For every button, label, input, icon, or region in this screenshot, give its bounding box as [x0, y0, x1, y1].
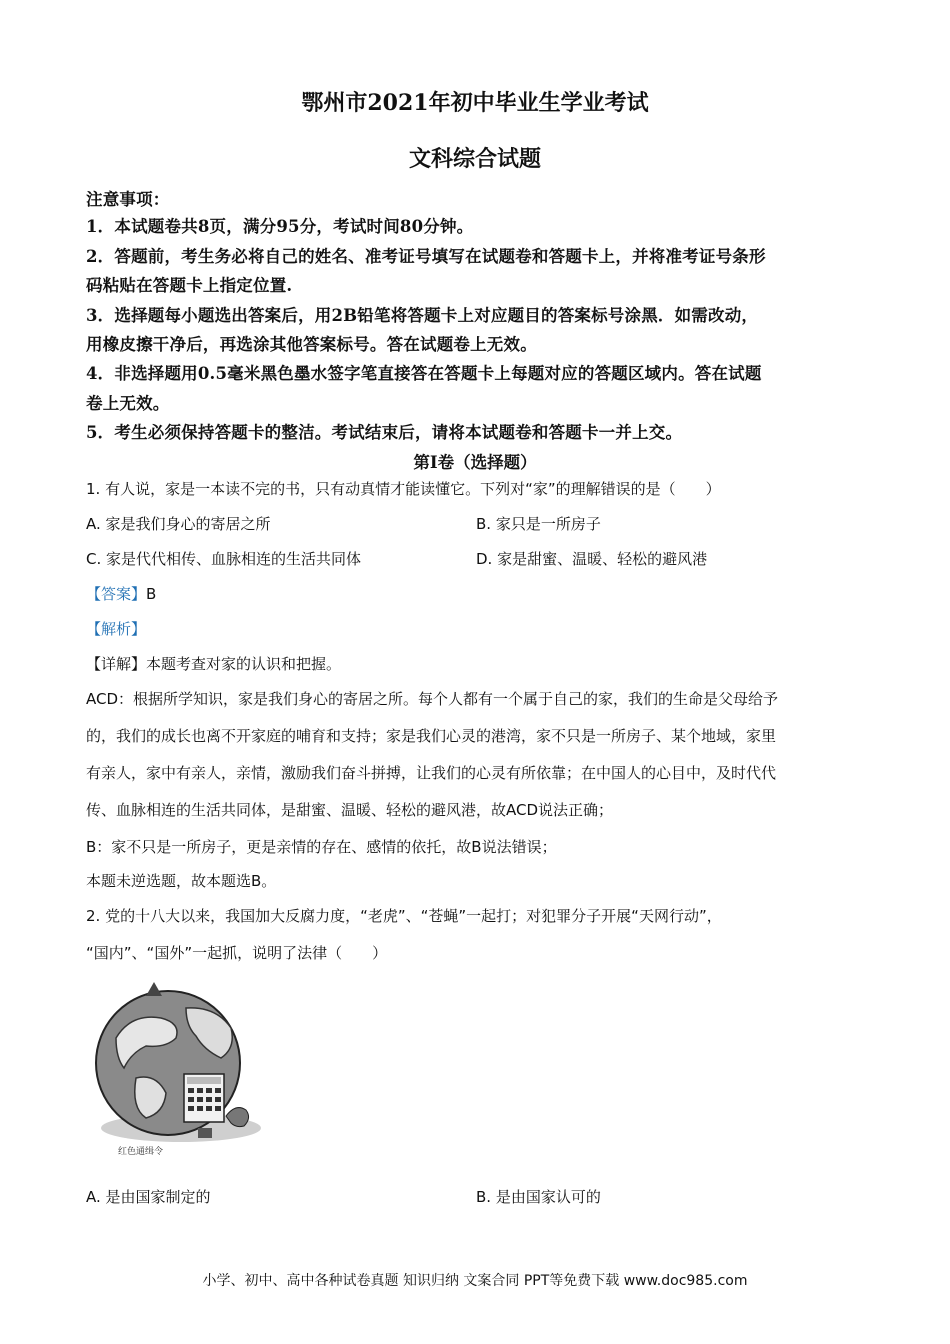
analysis-tag: 【解析】 — [86, 620, 147, 638]
note-line: 4．非选择题用0.5毫米黑色墨水签字笔直接答在答题卡上每题对应的答题区域内。答在试题 — [86, 364, 762, 383]
q1-option-a: A. 家是我们身心的寄居之所 — [86, 515, 271, 533]
note-line: 2．答题前，考生务必将自己的姓名、准考证号填写在试题卷和答题卡上，并将准考证号条形 — [86, 247, 766, 266]
answer-value: B — [146, 585, 157, 603]
q1-explain-line: 的，我们的成长也离不开家庭的哺育和支持；家是我们心灵的港湾，家不只是一所房子、某个地域，家里 — [86, 727, 777, 745]
q1-explain-line: ACD：根据所学知识，家是我们身心的寄居之所。每个人都有一个属于自己的家，我们的生命是父母给予 — [86, 690, 779, 708]
q1-option-c: C. 家是代代相传、血脉相连的生活共同体 — [86, 550, 362, 568]
page-title: 鄂州市2021年初中毕业生学业考试 — [301, 90, 649, 116]
q1-explain-line: 有亲人，家中有亲人，亲情，激励我们奋斗拼搏，让我们的心灵有所依靠；在中国人的心目中，及时代代 — [86, 764, 777, 782]
question-1-stem: 1. 有人说，家是一本读不完的书，只有动真情才能读懂它。下列对“家”的理解错误的是（ ） — [86, 480, 721, 498]
question-2-stem: “国内”、“国外”一起抓，说明了法律（ ） — [86, 944, 388, 962]
q1-answer — [86, 583, 156, 604]
footer-text: 小学、初中、高中各种试卷真题 知识归纳 文案合同 PPT等免费下载 www.doc985.com — [202, 1273, 748, 1289]
q1-option-b: B. 家只是一所房子 — [476, 515, 601, 533]
globe-illustration — [86, 978, 266, 1158]
note-line: 3．选择题每小题选出答案后，用2B铅笔将答题卡上对应题目的答案标号涂黑．如需改动， — [86, 306, 759, 325]
note-line: 1．本试题卷共8页，满分95分，考试时间80分钟。 — [86, 217, 474, 236]
question-2-stem: 2. 党的十八大以来，我国加大反腐力度，“老虎”、“苍蝇”一起打；对犯罪分子开展“天网行动”， — [86, 907, 722, 925]
q1-explain-line: 本题未逆选题，故本题选B。 — [86, 872, 277, 890]
answer-tag: 【答案】 — [86, 585, 147, 603]
q1-option-d: D. 家是甜蜜、温暖、轻松的避风港 — [476, 550, 708, 568]
q1-explain-line: B：家不只是一所房子，更是亲情的存在、感情的依托，故B说法错误； — [86, 838, 557, 856]
q2-option-a: A. 是由国家制定的 — [86, 1188, 211, 1206]
note-line: 码粘贴在答题卡上指定位置. — [86, 276, 293, 295]
q2-option-b: B. 是由国家认可的 — [476, 1188, 601, 1206]
section-title: 第Ⅰ卷（选择题） — [413, 453, 537, 472]
page-subtitle: 文科综合试题 — [408, 146, 541, 172]
note-line: 5．考生必须保持答题卡的整洁。考试结束后，请将本试题卷和答题卡一并上交。 — [86, 423, 683, 442]
notes-heading: 注意事项： — [86, 190, 170, 209]
note-line: 卷上无效。 — [86, 394, 170, 413]
q1-detail: 【详解】本题考查对家的认识和把握。 — [86, 655, 342, 673]
q1-explain-line: 传、血脉相连的生活共同体，是甜蜜、温暖、轻松的避风港，故ACD说法正确； — [86, 801, 614, 819]
figure-caption: 红色通缉令 — [118, 1147, 164, 1157]
note-line: 用橡皮擦干净后，再选涂其他答案标号。答在试题卷上无效。 — [86, 335, 537, 354]
